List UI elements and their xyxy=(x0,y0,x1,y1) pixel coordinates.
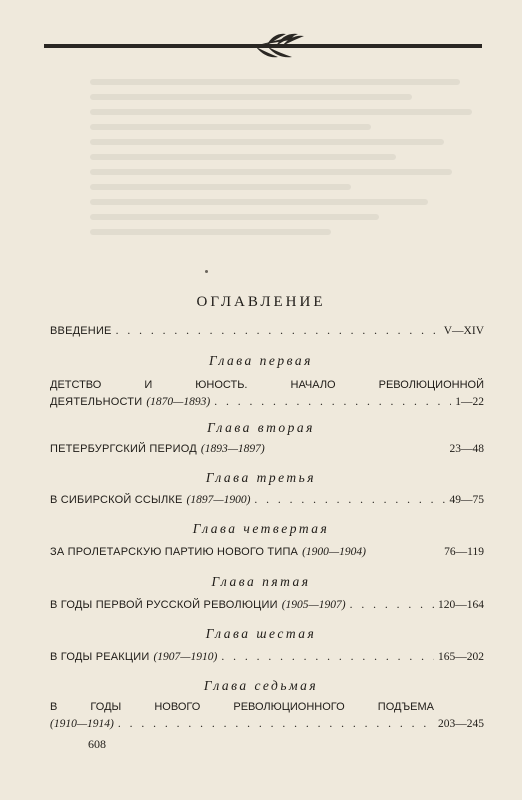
entry-pages: 23—48 xyxy=(449,443,484,455)
print-speck xyxy=(205,270,208,273)
entry-title: ВВЕДЕНИЕ xyxy=(50,325,112,337)
chapter-heading: Глава пятая xyxy=(211,574,311,589)
toc-entry-chapter-3[interactable] xyxy=(50,493,484,508)
entry-pages: 165—202 xyxy=(438,651,484,663)
toc-entry-chapter-2[interactable] xyxy=(50,442,484,457)
entry-pages: 203—245 xyxy=(438,718,484,730)
entry-title: В СИБИРСКОЙ ССЫЛКЕ xyxy=(50,494,183,506)
entry-pages: 49—75 xyxy=(449,494,484,506)
entry-years: (1870—1893) xyxy=(146,396,211,408)
dot-leader xyxy=(116,324,440,339)
entry-pages: 120—164 xyxy=(438,599,484,611)
entry-title-line1: В ГОДЫ НОВОГО РЕВОЛЮЦИОННОГО ПОДЪЕМА xyxy=(50,701,434,713)
dot-leader xyxy=(214,395,451,410)
chapter-heading: Глава первая xyxy=(209,353,313,368)
chapter-heading: Глава четвертая xyxy=(192,521,330,536)
show-through-text xyxy=(90,70,492,300)
entry-pages: 76—119 xyxy=(444,546,484,558)
dot-leader xyxy=(221,650,434,665)
toc-entry-chapter-6[interactable] xyxy=(50,650,484,665)
entry-years: (1905—1907) xyxy=(281,599,346,611)
dot-leader xyxy=(118,717,434,732)
entry-title: В ГОДЫ РЕАКЦИИ xyxy=(50,651,150,663)
toc-entry-chapter-5[interactable] xyxy=(50,598,484,613)
entry-years: (1893—1897) xyxy=(200,443,265,455)
toc-entry-chapter-1[interactable] xyxy=(50,378,484,410)
page-number: 608 xyxy=(88,737,106,751)
entry-years: (1897—1900) xyxy=(186,494,251,506)
entry-pages: V—XIV xyxy=(443,325,484,337)
chapter-heading: Глава седьмая xyxy=(203,678,319,693)
entry-title-line1: ДЕТСТВО И ЮНОСТЬ. НАЧАЛО РЕВОЛЮЦИОННОЙ xyxy=(50,379,484,391)
chapter-heading: Глава вторая xyxy=(207,420,315,435)
entry-title: ЗА ПРОЛЕТАРСКУЮ ПАРТИЮ НОВОГО ТИПА xyxy=(50,546,299,558)
entry-years: (1907—1910) xyxy=(153,651,218,663)
chapter-heading: Глава шестая xyxy=(205,626,317,641)
dot-leader xyxy=(350,598,434,613)
toc-entry-intro[interactable] xyxy=(50,324,484,339)
dot-leader xyxy=(254,493,445,508)
toc-entry-chapter-4[interactable] xyxy=(50,545,484,560)
chapter-heading: Глава третья xyxy=(205,470,317,485)
laurel-rule-ornament xyxy=(44,30,482,64)
entry-pages: 1—22 xyxy=(455,396,484,408)
entry-title: В ГОДЫ ПЕРВОЙ РУССКОЙ РЕВОЛЮЦИИ xyxy=(50,599,278,611)
entry-title: ПЕТЕРБУРГСКИЙ ПЕРИОД xyxy=(50,443,197,455)
toc-entry-chapter-7[interactable] xyxy=(50,700,484,732)
toc-title: ОГЛАВЛЕНИЕ xyxy=(196,294,326,310)
entry-years: (1910—1914) xyxy=(50,718,114,730)
entry-years: (1900—1904) xyxy=(302,546,366,558)
entry-title-line2: ДЕЯТЕЛЬНОСТИ xyxy=(50,396,143,408)
